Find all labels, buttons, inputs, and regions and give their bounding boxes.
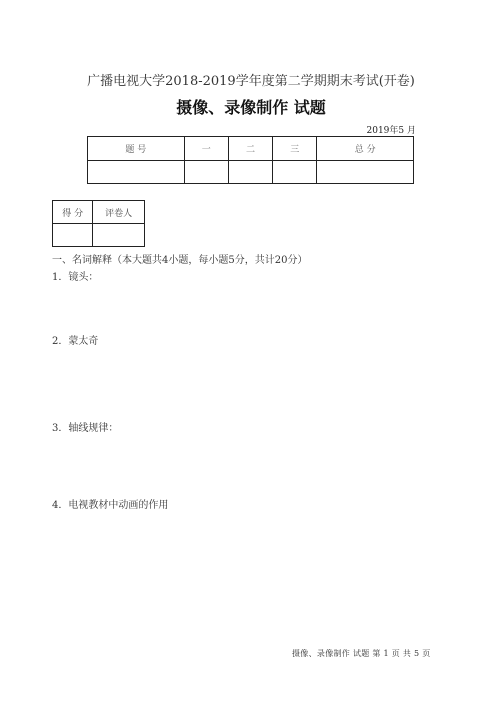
score-table bbox=[87, 136, 414, 184]
score-cell bbox=[228, 160, 272, 184]
question-1: 1．镜头： bbox=[52, 272, 99, 283]
score-table-header-row bbox=[88, 137, 414, 161]
score-header-part-1: 一 bbox=[184, 137, 228, 161]
score-header-total: 总 分 bbox=[317, 137, 414, 161]
score-cell bbox=[88, 160, 185, 184]
page-footer: 摄像、录像制作 试题 第 1 页 共 5 页 bbox=[292, 649, 431, 658]
question-4: 4．电视教材中动画的作用 bbox=[52, 500, 169, 511]
subject-title: 摄像、录像制作 试题 bbox=[176, 98, 326, 117]
exam-title: 广播电视大学2018-2019学年度第二学期期末考试(开卷) bbox=[87, 74, 415, 89]
score-table-value-row bbox=[88, 160, 414, 184]
score-header-question-no: 题 号 bbox=[88, 137, 185, 161]
question-2: 2．蒙太奇 bbox=[52, 336, 99, 347]
grader-table-value-row bbox=[53, 224, 145, 247]
score-cell bbox=[184, 160, 228, 184]
exam-date: 2019年5 月 bbox=[366, 126, 416, 136]
grader-table-header-row bbox=[53, 201, 145, 224]
score-header-part-2: 二 bbox=[228, 137, 272, 161]
grader-header-reviewer: 评卷人 bbox=[93, 201, 145, 224]
section-heading: 一、名词解释（本大题共4小题，每小题5分，共计20分） bbox=[52, 255, 308, 266]
grader-header-score: 得 分 bbox=[53, 201, 93, 224]
score-cell bbox=[317, 160, 414, 184]
grader-cell bbox=[53, 224, 93, 247]
score-header-part-3: 三 bbox=[273, 137, 317, 161]
grader-cell bbox=[93, 224, 145, 247]
question-3: 3．轴线规律： bbox=[52, 423, 119, 434]
score-cell bbox=[273, 160, 317, 184]
grader-table bbox=[52, 200, 145, 247]
